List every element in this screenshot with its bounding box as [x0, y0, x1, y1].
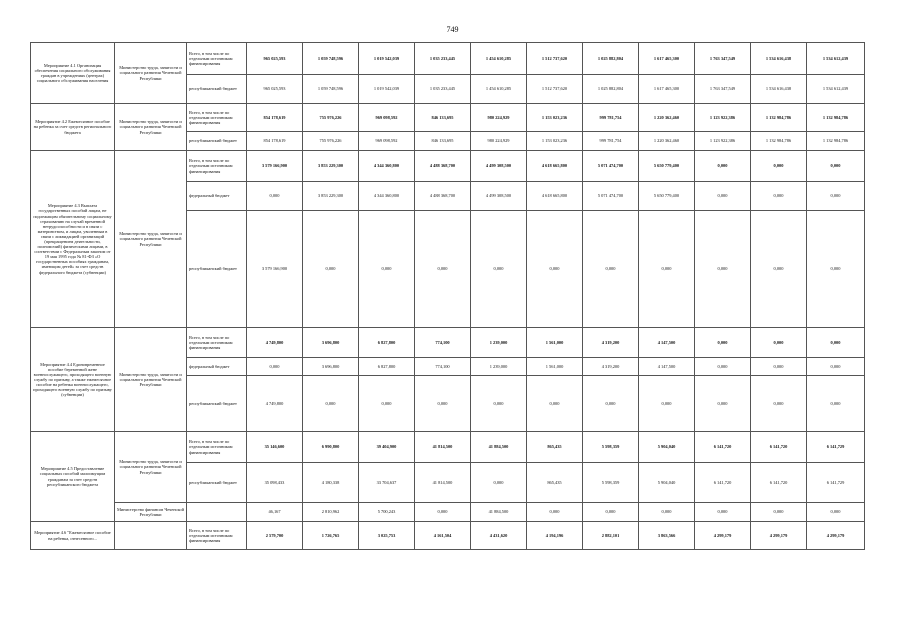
amount-cell: 0,000	[695, 151, 751, 182]
amount-cell: 1 123 922,386	[695, 104, 751, 132]
amount-cell: 1 153 023,236	[527, 104, 583, 132]
table-row	[31, 151, 865, 182]
amount-cell: 1 534 612,439	[807, 43, 865, 75]
amount-cell: 0,000	[359, 376, 415, 432]
amount-cell: 4 499 308,500	[471, 182, 527, 211]
amount-cell: 0,000	[527, 376, 583, 432]
funding-source-cell: республиканский бюджет	[187, 376, 247, 432]
funding-source-cell: федеральный бюджет	[187, 358, 247, 376]
amount-cell: 980 224,929	[471, 104, 527, 132]
amount-cell: 1 617 465,300	[639, 43, 695, 75]
amount-cell: 0,000	[471, 211, 527, 328]
amount-cell: 1 534 612,439	[807, 75, 865, 104]
amount-cell: 4 194,196	[527, 522, 583, 550]
funding-source-cell: Всего, в том числе по отдельным источникам финансирования	[187, 328, 247, 358]
amount-cell: 4 618 665,800	[527, 182, 583, 211]
event-name-cell: Мероприятие 4.4 Единовременное пособие беременной жене военнослужащего, проходящего военную службу по призыву, а также ежемесячное пособие на ребенка военнослужащего, проходящего военную службу по призыву (субвенции)	[31, 328, 115, 432]
amount-cell: 41 884,500	[471, 432, 527, 463]
funding-source-cell: республиканский бюджет	[187, 75, 247, 104]
budget-table	[30, 42, 865, 550]
table-row	[31, 503, 865, 522]
amount-cell: 0,000	[639, 211, 695, 328]
amount-cell: 1 153 023,236	[527, 132, 583, 151]
amount-cell: 33 704,637	[359, 463, 415, 503]
amount-cell: 1 561,000	[527, 358, 583, 376]
amount-cell: 0,000	[303, 376, 359, 432]
amount-cell: 1 132 984,786	[751, 104, 807, 132]
funding-source-cell: республиканский бюджет	[187, 132, 247, 151]
amount-cell: 4 431,620	[471, 522, 527, 550]
amount-cell: 1 059 748,596	[303, 43, 359, 75]
amount-cell: 4 749,800	[247, 328, 303, 358]
table-row	[31, 432, 865, 463]
executor-cell: Министерство труда, занятости и социального развития Чеченской Республики	[115, 151, 187, 328]
amount-cell: 1 132 984,786	[807, 104, 865, 132]
amount-cell: 4 147,500	[639, 358, 695, 376]
amount-cell: 4 344 360,800	[359, 151, 415, 182]
funding-source-cell: республиканский бюджет	[187, 463, 247, 503]
amount-cell: 1 239,000	[471, 358, 527, 376]
amount-cell: 3 025,753	[359, 522, 415, 550]
amount-cell: 3 696,800	[303, 328, 359, 358]
amount-cell: 1 019 542,039	[359, 75, 415, 104]
amount-cell: 4 299,179	[695, 522, 751, 550]
amount-cell: 4 499 308,500	[471, 151, 527, 182]
amount-cell: 6 827,800	[359, 358, 415, 376]
amount-cell: 3 863,566	[639, 522, 695, 550]
amount-cell: 865,435	[527, 432, 583, 463]
amount-cell: 0,000	[583, 503, 639, 522]
event-name-cell: Мероприятие 4.2 Ежемесячное пособие на ребенка за счет средств регионального бюджета	[31, 104, 115, 151]
amount-cell: 6 141,729	[807, 463, 865, 503]
funding-source-cell: Всего, в том числе по отдельным источникам финансирования	[187, 151, 247, 182]
executor-cell: Министерство труда, занятости и социального развития Чеченской Республики	[115, 328, 187, 432]
amount-cell: 5 071 474,700	[583, 151, 639, 182]
amount-cell: 1 132 984,786	[751, 132, 807, 151]
funding-source-cell: Всего, в том числе по отдельным источникам финансирования	[187, 522, 247, 550]
amount-cell: 6 990,800	[303, 432, 359, 463]
amount-cell: 774,100	[415, 358, 471, 376]
amount-cell: 3 853 229,300	[303, 151, 359, 182]
amount-cell: 999 781,754	[583, 132, 639, 151]
amount-cell: 0,000	[695, 211, 751, 328]
amount-cell: 854 178,619	[247, 104, 303, 132]
amount-cell: 41 814,500	[415, 432, 471, 463]
amount-cell: 6 141,720	[695, 432, 751, 463]
amount-cell: 0,000	[751, 211, 807, 328]
amount-cell: 0,000	[751, 328, 807, 358]
amount-cell: 0,000	[527, 211, 583, 328]
amount-cell: 1 025 882,804	[583, 75, 639, 104]
executor-cell	[115, 522, 187, 550]
funding-source-cell: федеральный бюджет	[187, 182, 247, 211]
funding-source-cell: республиканский бюджет	[187, 211, 247, 328]
amount-cell: 4 488 368,700	[415, 182, 471, 211]
amount-cell: 980 224,929	[471, 132, 527, 151]
table-row	[31, 104, 865, 132]
event-name-cell: Мероприятие 4.5 Предоставление социальных пособий малоимущим гражданам за счет средств республиканского бюджета	[31, 432, 115, 522]
amount-cell: 5 071 474,700	[583, 182, 639, 211]
amount-cell: 6 141,729	[807, 432, 865, 463]
amount-cell: 1 534 616,438	[751, 75, 807, 104]
amount-cell: 0,000	[639, 503, 695, 522]
amount-cell: 4 488 368,700	[415, 151, 471, 182]
amount-cell: 1 561,000	[527, 328, 583, 358]
executor-cell: Министерство труда, занятости и социального развития Чеченской Республики	[115, 104, 187, 151]
amount-cell: 5 598,359	[583, 432, 639, 463]
amount-cell: 965 025,593	[247, 75, 303, 104]
amount-cell: 0,000	[695, 358, 751, 376]
table-row	[31, 43, 865, 75]
amount-cell: 846 133,695	[415, 104, 471, 132]
amount-cell: 0,000	[751, 376, 807, 432]
amount-cell: 1 617 465,300	[639, 75, 695, 104]
amount-cell: 0,000	[695, 182, 751, 211]
funding-source-cell: Всего, в том числе по отдельным источникам финансирования	[187, 432, 247, 463]
amount-cell: 4 161,504	[415, 522, 471, 550]
amount-cell: 5 650 779,400	[639, 182, 695, 211]
amount-cell: 0,000	[695, 503, 751, 522]
amount-cell: 0,000	[415, 376, 471, 432]
amount-cell: 0,000	[527, 503, 583, 522]
amount-cell: 5 598,359	[583, 463, 639, 503]
executor-cell: Министерство финансов Чеченской Республики	[115, 503, 187, 522]
amount-cell: 969 098,592	[359, 104, 415, 132]
amount-cell: 4 749,800	[247, 376, 303, 432]
amount-cell: 1 025 882,804	[583, 43, 639, 75]
amount-cell: 865,435	[527, 463, 583, 503]
amount-cell: 4 299,179	[807, 522, 865, 550]
amount-cell: 0,000	[471, 463, 527, 503]
amount-cell: 0,000	[807, 328, 865, 358]
amount-cell: 5 700,243	[359, 503, 415, 522]
funding-source-cell: Всего, в том числе по отдельным источникам финансирования	[187, 104, 247, 132]
amount-cell: 5 904,040	[639, 463, 695, 503]
amount-cell: 1 019 542,039	[359, 43, 415, 75]
amount-cell: 1 534 616,438	[751, 43, 807, 75]
page-number: 749	[446, 25, 459, 34]
amount-cell: 1 512 737,620	[527, 75, 583, 104]
amount-cell: 35 098,433	[247, 463, 303, 503]
event-name-cell: Мероприятие 4.6 "Ежемесячное пособие на ребенка, отнесенного...	[31, 522, 115, 550]
amount-cell: 1 454 610,285	[471, 43, 527, 75]
amount-cell: 0,000	[695, 376, 751, 432]
amount-cell: 4 319,200	[583, 358, 639, 376]
amount-cell: 0,000	[807, 151, 865, 182]
amount-cell: 4 147,500	[639, 328, 695, 358]
amount-cell: 1 123 922,386	[695, 132, 751, 151]
amount-cell: 1 763 347,549	[695, 43, 751, 75]
amount-cell: 6 827,800	[359, 328, 415, 358]
amount-cell: 1 220 362,460	[639, 132, 695, 151]
amount-cell: 3 579 166,900	[247, 211, 303, 328]
amount-cell: 41 884,500	[471, 503, 527, 522]
amount-cell: 0,000	[807, 211, 865, 328]
amount-cell: 0,000	[807, 376, 865, 432]
amount-cell: 6 141,720	[751, 463, 807, 503]
amount-cell: 0,000	[807, 358, 865, 376]
amount-cell: 846 133,695	[415, 132, 471, 151]
amount-cell: 4 299,179	[751, 522, 807, 550]
amount-cell: 0,000	[807, 182, 865, 211]
amount-cell: 3 579 166,900	[247, 151, 303, 182]
amount-cell: 755 976,226	[303, 104, 359, 132]
amount-cell: 0,000	[751, 503, 807, 522]
amount-cell: 3 853 229,300	[303, 182, 359, 211]
amount-cell: 755 976,226	[303, 132, 359, 151]
amount-cell: 4 344 360,800	[359, 182, 415, 211]
amount-cell: 46,167	[247, 503, 303, 522]
event-name-cell: Мероприятие 4.3 Выплата государственных пособий лицам, не подлежащим обязательному социальному страхованию на случай временной нетрудоспособности и в связи с материнством, и лицам, уволенным в связи с ликвидацией организаций (прекращением деятельности, полномочий) физическими лицами, в соответствии с Федеральным законом от 19 мая 1995 года № 81-ФЗ «О государственных пособиях гражданам, имеющим детей» за счет средств федерального бюджета (субвенции)	[31, 151, 115, 328]
amount-cell: 1 726,765	[303, 522, 359, 550]
amount-cell: 0,000	[247, 358, 303, 376]
funding-source-cell: Всего, в том числе по отдельным источникам финансирования	[187, 43, 247, 75]
amount-cell: 774,100	[415, 328, 471, 358]
amount-cell: 41 814,500	[415, 463, 471, 503]
amount-cell: 1 035 233,445	[415, 75, 471, 104]
amount-cell: 0,000	[359, 211, 415, 328]
amount-cell: 0,000	[695, 328, 751, 358]
amount-cell: 1 239,000	[471, 328, 527, 358]
amount-cell: 999 781,754	[583, 104, 639, 132]
amount-cell: 1 220 362,460	[639, 104, 695, 132]
amount-cell: 6 141,720	[695, 463, 751, 503]
amount-cell: 0,000	[583, 376, 639, 432]
amount-cell: 0,000	[751, 182, 807, 211]
amount-cell: 0,000	[303, 211, 359, 328]
amount-cell: 0,000	[415, 503, 471, 522]
amount-cell: 0,000	[471, 376, 527, 432]
amount-cell: 0,000	[247, 182, 303, 211]
table-row	[31, 522, 865, 550]
amount-cell: 1 512 737,620	[527, 43, 583, 75]
amount-cell: 5 904,040	[639, 432, 695, 463]
amount-cell: 4 618 665,800	[527, 151, 583, 182]
executor-cell: Министерство труда, занятости и социального развития Чеченской Республики	[115, 43, 187, 104]
amount-cell: 6 141,720	[751, 432, 807, 463]
amount-cell: 0,000	[583, 211, 639, 328]
event-name-cell: Мероприятие 4.1 Организация обеспечения социального обслуживания граждан в учреждениях (центрах) социального обслуживания населения	[31, 43, 115, 104]
amount-cell: 3 696,800	[303, 358, 359, 376]
amount-cell: 854 178,619	[247, 132, 303, 151]
amount-cell: 4 319,200	[583, 328, 639, 358]
amount-cell: 2 810,962	[303, 503, 359, 522]
amount-cell: 1 132 984,786	[807, 132, 865, 151]
amount-cell: 39 404,900	[359, 432, 415, 463]
executor-cell: Министерство труда, занятости и социального развития Чеченской Республики	[115, 432, 187, 503]
amount-cell: 0,000	[751, 151, 807, 182]
amount-cell: 0,000	[807, 503, 865, 522]
amount-cell: 35 146,600	[247, 432, 303, 463]
table-row	[31, 328, 865, 358]
amount-cell: 1 454 610,285	[471, 75, 527, 104]
amount-cell: 2 882,101	[583, 522, 639, 550]
amount-cell: 0,000	[415, 211, 471, 328]
amount-cell: 1 763 347,549	[695, 75, 751, 104]
amount-cell: 1 059 748,596	[303, 75, 359, 104]
amount-cell: 0,000	[751, 358, 807, 376]
amount-cell: 2 579,700	[247, 522, 303, 550]
amount-cell: 0,000	[639, 376, 695, 432]
amount-cell: 4 180,338	[303, 463, 359, 503]
amount-cell: 1 035 233,445	[415, 43, 471, 75]
amount-cell: 5 650 779,400	[639, 151, 695, 182]
funding-source-cell	[187, 503, 247, 522]
amount-cell: 969 098,592	[359, 132, 415, 151]
amount-cell: 965 025,593	[247, 43, 303, 75]
